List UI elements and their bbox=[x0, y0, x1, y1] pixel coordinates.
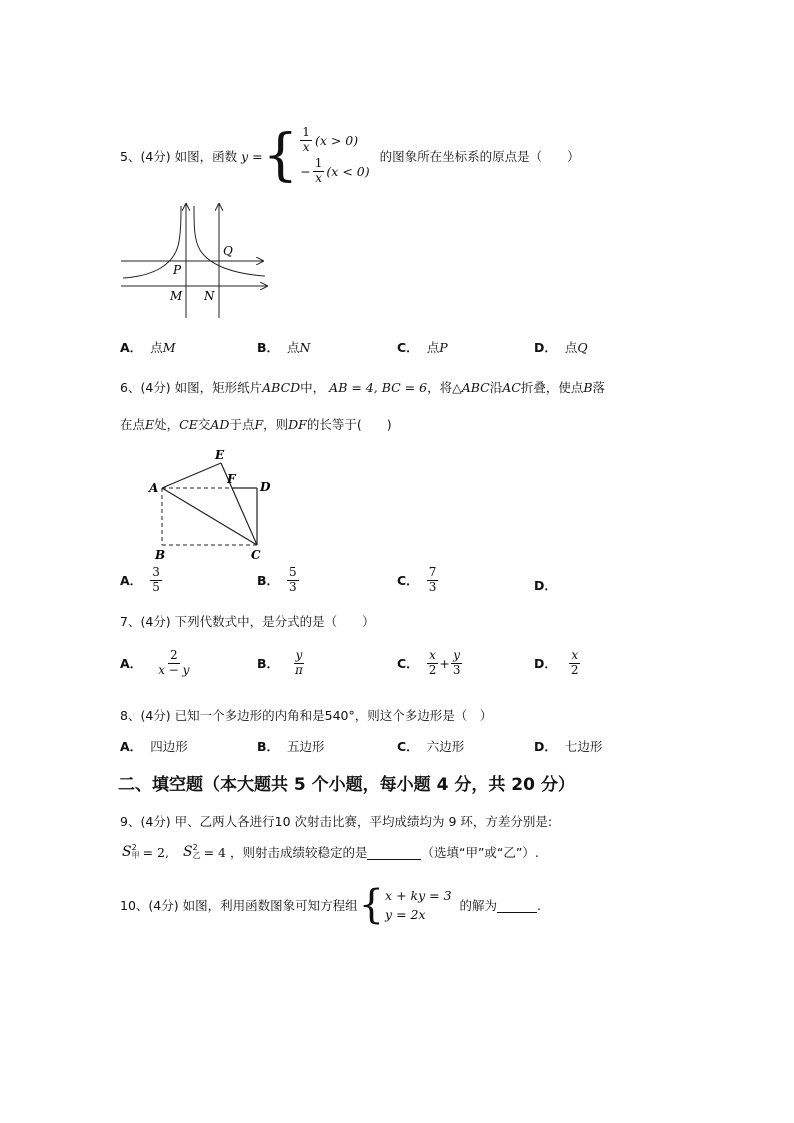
q7-option-b[interactable]: B． $\frac{y}{\pi}$ bbox=[257, 648, 303, 677]
q5-label-m: M bbox=[170, 289, 183, 303]
q6-label-b: B bbox=[155, 548, 166, 562]
q5-option-b[interactable]: B． 点N bbox=[257, 340, 311, 355]
q7-option-d[interactable]: D． $\frac{x}{2}$ bbox=[534, 648, 579, 677]
q9-answer-blank[interactable] bbox=[367, 845, 421, 860]
q5-curve-right bbox=[194, 206, 265, 276]
q5-case1: $\frac{1}{x}$ (x > 0) bbox=[302, 125, 359, 155]
q8-option-b[interactable]: B． 五边形 bbox=[257, 739, 325, 754]
q5-label-n: N bbox=[204, 289, 215, 303]
q9-line2: S 2 甲 = 2, S 2 乙 = 4 ，则射击成绩较稳定的是 （选填“甲”或“乙”）. bbox=[122, 843, 539, 860]
q8-option-d[interactable]: D． 七边形 bbox=[534, 739, 603, 754]
q5-stem-prefix: 5、(4分) 如图，函数 bbox=[120, 149, 238, 164]
q8-stem: 8、(4分) 已知一个多边形的内角和是540°，则这个多边形是（ ） bbox=[120, 708, 493, 723]
q5-piecewise bbox=[300, 126, 369, 185]
q5-stem bbox=[120, 120, 580, 192]
q5-option-d[interactable]: D． 点Q bbox=[534, 340, 588, 355]
q7-option-c[interactable]: C． $\frac{x}{2}$ + $\frac{y}{3}$ bbox=[397, 648, 461, 677]
q6-stem-line1: 6、(4分) 如图，矩形纸片ABCD中， AB = 4, BC = 6，将△ABC沿AC折叠，使点B落 bbox=[120, 380, 606, 395]
q8-option-c[interactable]: C． 六边形 bbox=[397, 739, 465, 754]
section-title: 二、填空题（本大题共 5 个小题，每小题 4 分，共 20 分） bbox=[118, 775, 575, 795]
q9-line1: 9、(4分) 甲、乙两人各进行10 次射击比赛，平均成绩均为 9 环，方差分别是: bbox=[120, 814, 553, 829]
q5-brace: { bbox=[262, 123, 299, 188]
q6-stem-line2: 在点E处，CE交AD于点F，则DF的长等于( ) bbox=[120, 417, 392, 432]
q8-option-a[interactable]: A． 四边形 bbox=[120, 739, 188, 754]
q6-edge-ae bbox=[162, 463, 221, 488]
q6-label-a: A bbox=[149, 481, 159, 495]
q5-y-eq: y = bbox=[241, 148, 263, 164]
q6-figure bbox=[145, 445, 285, 563]
q7-option-a[interactable]: A． $\frac{2}{x - y}$ bbox=[120, 648, 190, 677]
q5-case1-frac: $\frac{1}{x}$ bbox=[302, 125, 310, 155]
q10-answer-blank[interactable] bbox=[497, 898, 537, 913]
q6-option-d[interactable]: D． bbox=[534, 578, 557, 593]
q6-label-f: F bbox=[227, 472, 236, 486]
q6-label-e: E bbox=[215, 448, 225, 462]
q6-option-c[interactable]: C． $\frac{7}{3}$ bbox=[397, 565, 437, 594]
q5-label-p: P bbox=[173, 263, 182, 277]
q7-stem: 7、(4分) 下列代数式中，是分式的是（ ） bbox=[120, 614, 375, 629]
q5-case2: − $\frac{1}{x}$ (x < 0) bbox=[300, 156, 370, 185]
q5-option-a[interactable]: A． 点M bbox=[120, 340, 176, 355]
q5-option-c[interactable]: C． 点P bbox=[397, 340, 448, 355]
q10-brace: { bbox=[358, 882, 385, 928]
q6-edge-ac bbox=[162, 488, 257, 545]
q6-label-d: D bbox=[260, 480, 271, 494]
q10-line: 10、(4分) 如图，利用函数图象可知方程组 { x + ky = 3 y = 2x 的解为 . bbox=[120, 882, 542, 928]
q10-system: x + ky = 3 y = 2x bbox=[385, 888, 452, 922]
q5-graph bbox=[115, 198, 275, 323]
q6-option-a[interactable]: A． $\frac{3}{5}$ bbox=[120, 565, 160, 594]
q6-label-c: C bbox=[251, 548, 261, 562]
q5-case2-frac: $\frac{1}{x}$ bbox=[314, 156, 323, 185]
q5-label-q: Q bbox=[223, 244, 233, 258]
q5-stem-suffix: 的图象所在坐标系的原点是（ ） bbox=[379, 149, 580, 164]
q6-option-b[interactable]: B． $\frac{5}{3}$ bbox=[257, 565, 297, 594]
